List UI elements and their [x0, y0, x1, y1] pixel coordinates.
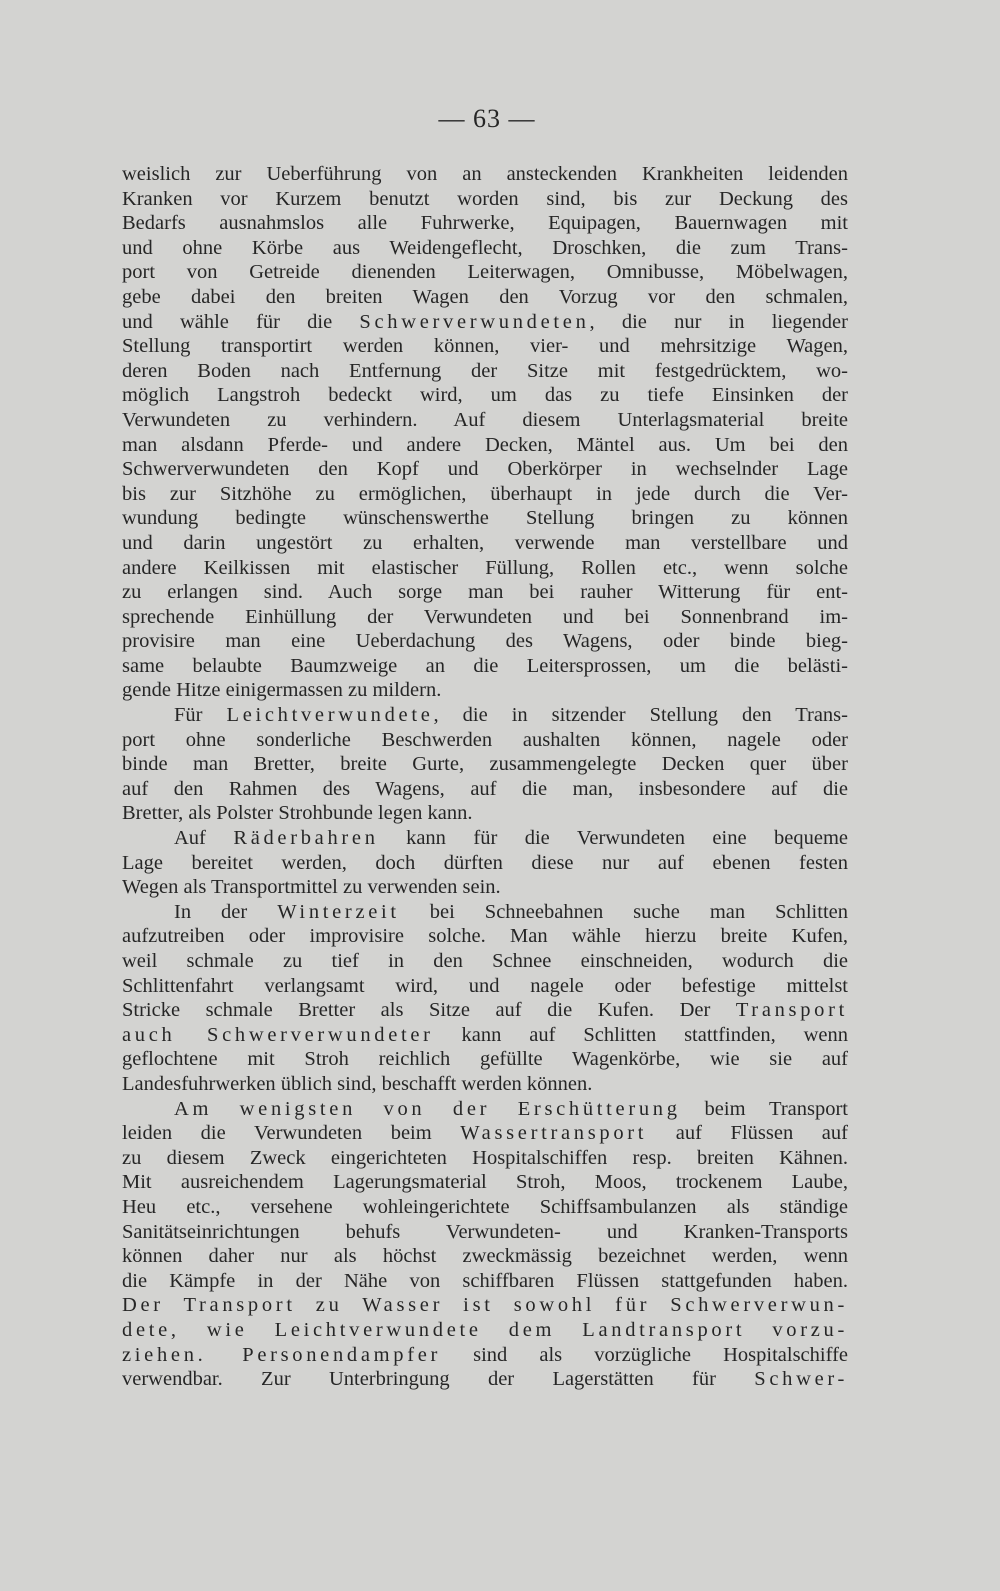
text-line — [122, 1097, 848, 1122]
text-line — [122, 1220, 848, 1245]
text-line — [122, 678, 848, 703]
text-segment: bei Schneebahnen suche man Schlitten — [399, 900, 848, 923]
text-segment: möglich Langstroh bedeckt wird, um das zu tiefe Einsinken der — [122, 384, 848, 407]
text-segment: binde man Bretter, breite Gurte, zusammengelegte Decken quer über — [122, 753, 848, 776]
text-segment: Mit ausreichendem Lagerungsmaterial Stroh, Moos, trockenem Laube, — [122, 1171, 848, 1194]
text-segment: Auf — [174, 827, 234, 850]
text-segment: zu diesem Zweck eingerichteten Hospitalschiffen resp. breiten Kähnen. — [122, 1146, 848, 1169]
text-segment: Schwerverwundeten den Kopf und Oberkörper in wechselnder Lage — [122, 458, 848, 481]
text-line — [122, 383, 848, 408]
text-line — [122, 457, 848, 482]
text-line — [122, 801, 848, 826]
text-segment: Für — [174, 704, 227, 727]
text-line — [122, 1244, 848, 1269]
text-line — [122, 187, 848, 212]
text-line — [122, 998, 848, 1023]
text-segment: wundung bedingte wünschenswerthe Stellung bringen zu können — [122, 507, 848, 530]
text-line — [122, 924, 848, 949]
text-line — [122, 1023, 848, 1048]
text-segment: auf Flüssen auf — [647, 1122, 848, 1145]
spaced-emphasis-text: Schwerverwundeten — [359, 310, 590, 333]
text-segment: Stellung transportirt werden können, vier- und mehrsitzige Wagen, — [122, 335, 848, 358]
text-segment: die Kämpfe in der Nähe von schiffbaren Flüssen stattgefunden haben. — [122, 1269, 848, 1292]
text-line — [122, 482, 848, 507]
text-segment: gebe dabei den breiten Wagen den Vorzug vor den schmalen, — [122, 285, 848, 308]
text-segment: Bedarfs ausnahmslos alle Fuhrwerke, Equipagen, Bauernwagen mit — [122, 212, 848, 235]
text-line — [122, 605, 848, 630]
text-segment: sprechende Einhüllung der Verwundeten und bei Sonnenbrand im- — [122, 605, 848, 628]
text-segment: andere Keilkissen mit elastischer Füllung, Rollen etc., wenn solche — [122, 556, 848, 579]
text-line — [122, 949, 848, 974]
text-line — [122, 1195, 848, 1220]
text-line — [122, 629, 848, 654]
text-line — [122, 974, 848, 999]
text-line — [122, 900, 848, 925]
text-line — [122, 506, 848, 531]
text-segment: Stricke schmale Bretter als Sitze auf die Kufen. Der — [122, 999, 736, 1022]
text-segment: und wähle für die — [122, 310, 360, 333]
text-segment: same belaubte Baumzweige an die Leitersprossen, um die belästi- — [122, 654, 848, 677]
spaced-emphasis-text: ziehen. Personendampfer — [122, 1343, 442, 1366]
spaced-emphasis-text: Räderbahren — [233, 827, 379, 850]
text-segment: deren Boden nach Entfernung der Sitze mit festgedrücktem, wo- — [122, 359, 848, 382]
text-line — [122, 433, 848, 458]
text-line — [122, 826, 848, 851]
text-line — [122, 851, 848, 876]
text-line — [122, 310, 848, 335]
text-segment: Verwundeten zu verhindern. Auf diesem Unterlagsmaterial breite — [122, 408, 848, 431]
text-segment: Landesfuhrwerken üblich sind, beschafft werden können. — [122, 1072, 593, 1095]
text-line — [122, 162, 848, 187]
text-line — [122, 580, 848, 605]
text-line — [122, 1047, 848, 1072]
text-segment: aufzutreiben oder improvisire solche. Man wähle hierzu breite Kufen, — [122, 925, 848, 948]
text-segment: Heu etc., versehene wohleingerichtete Schiffsambulanzen als ständige — [122, 1195, 848, 1218]
text-segment: port ohne sonderliche Beschwerden aushalten können, nagele oder — [122, 728, 848, 751]
text-line — [122, 1146, 848, 1171]
spaced-emphasis-text: Leichtverwundete — [226, 704, 434, 727]
text-segment: verwendbar. Zur Unterbringung der Lagerstätten für — [122, 1368, 755, 1391]
text-segment: man alsdann Pferde- und andere Decken, Mäntel aus. Um bei den — [122, 433, 848, 456]
text-line — [122, 1269, 848, 1294]
text-line — [122, 211, 848, 236]
text-segment: geflochtene mit Stroh reichlich gefüllte Wagenkörbe, wie sie auf — [122, 1048, 848, 1071]
spaced-emphasis-text: Schwer- — [754, 1368, 848, 1391]
text-segment: bis zur Sitzhöhe zu ermöglichen, überhaupt in jede durch die Ver- — [122, 482, 848, 505]
text-segment: zu erlangen sind. Auch sorge man bei rauher Witterung für ent- — [122, 581, 848, 604]
text-line — [122, 531, 848, 556]
text-segment: Sanitätseinrichtungen behufs Verwundeten- und Kranken-Transports — [122, 1220, 848, 1243]
text-segment: kann für die Verwundeten eine bequeme — [378, 827, 848, 850]
text-line — [122, 1170, 848, 1195]
text-line — [122, 654, 848, 679]
text-segment: weislich zur Ueberführung von an ansteckenden Krankheiten leidenden — [122, 163, 848, 185]
text-line — [122, 752, 848, 777]
spaced-emphasis-text: auch Schwerverwundeter — [122, 1023, 434, 1046]
text-line — [122, 703, 848, 728]
text-line — [122, 236, 848, 261]
text-segment: Kranken vor Kurzem benutzt worden sind, bis zur Deckung des — [122, 187, 848, 210]
text-segment: Lage bereitet werden, doch dürften diese nur auf ebenen festen — [122, 851, 848, 874]
text-segment: weil schmale zu tief in den Schnee einschneiden, wodurch die — [122, 950, 848, 972]
text-segment: auf den Rahmen des Wagens, auf die man, insbesondere auf die — [122, 777, 848, 800]
spaced-emphasis-text: Der Transport zu Wasser ist sowohl für Schwerverwun- — [122, 1294, 848, 1317]
body-text — [122, 162, 848, 1392]
text-segment: können daher nur als höchst zweckmässig bezeichnet werden, wenn — [122, 1245, 848, 1268]
spaced-emphasis-text: Transport — [735, 999, 848, 1022]
text-line — [122, 1318, 848, 1343]
text-line — [122, 408, 848, 433]
spaced-emphasis-text: dete, wie Leichtverwundete dem Landtransport vorzu- — [122, 1318, 848, 1341]
text-line — [122, 285, 848, 310]
text-segment: sind als vorzügliche Hospitalschiffe — [441, 1343, 848, 1366]
text-segment: Bretter, als Polster Strohbunde legen kann. — [122, 802, 473, 825]
text-segment: In der — [174, 900, 278, 923]
text-segment: und ohne Körbe aus Weidengeflecht, Droschken, die zum Trans- — [122, 236, 848, 259]
spaced-emphasis-text: Am wenigsten von der Erschütterung — [174, 1097, 681, 1120]
text-line — [122, 334, 848, 359]
text-segment: provisire man eine Ueberdachung des Wagens, oder binde bieg- — [122, 630, 848, 653]
text-segment: Wegen als Transportmittel zu verwenden sein. — [122, 876, 501, 899]
text-segment: Schlittenfahrt verlangsamt wird, und nagele oder befestige mittelst — [122, 974, 848, 997]
spaced-emphasis-text: Wassertransport — [460, 1122, 648, 1145]
page-number: — 63 — — [438, 104, 536, 133]
text-line — [122, 1121, 848, 1146]
text-line — [122, 1343, 848, 1368]
text-segment: port von Getreide dienenden Leiterwagen, Omnibusse, Möbelwagen, — [122, 261, 848, 284]
text-line — [122, 777, 848, 802]
text-segment: , die nur in liegender — [589, 310, 848, 333]
text-line — [122, 1072, 848, 1097]
text-line — [122, 1293, 848, 1318]
text-line — [122, 875, 848, 900]
spaced-emphasis-text: Winterzeit — [277, 900, 400, 923]
text-line — [122, 556, 848, 581]
text-segment: gende Hitze einigermassen zu mildern. — [122, 679, 442, 702]
text-segment: beim Transport — [680, 1097, 848, 1120]
text-line — [122, 260, 848, 285]
text-line — [122, 728, 848, 753]
text-segment: , die in sitzender Stellung den Trans- — [433, 704, 848, 727]
text-segment: und darin ungestört zu erhalten, verwende man verstellbare und — [122, 531, 848, 554]
text-segment: leiden die Verwundeten beim — [122, 1122, 461, 1145]
text-line — [122, 359, 848, 384]
text-line — [122, 1367, 848, 1392]
text-segment: kann auf Schlitten stattfinden, wenn — [433, 1023, 849, 1046]
